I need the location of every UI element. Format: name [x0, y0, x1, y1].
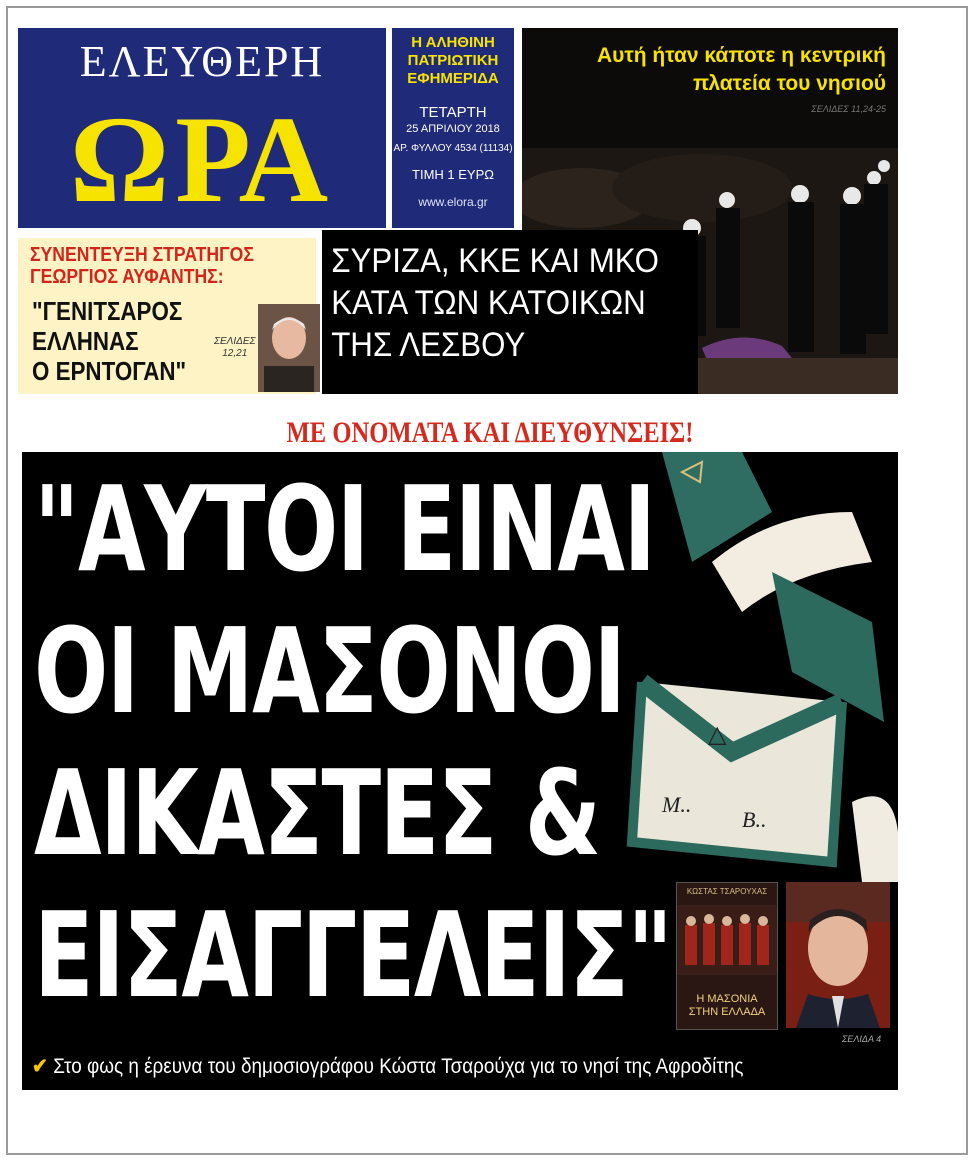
interview-kicker	[30, 244, 254, 288]
riot-caption-line2: πλατεία του νησιού	[693, 72, 886, 95]
main-headline-line4: ΕΙΣΑΓΓΕΛΕΙΣ"	[34, 886, 672, 1024]
interview-portrait	[258, 304, 320, 392]
svg-text:M..: M..	[662, 792, 692, 817]
interview-quote	[32, 296, 186, 386]
interview-pages	[214, 336, 256, 360]
interview-pages-label: ΣΕΛΙΔΕΣ	[214, 336, 256, 347]
issue-info-box	[392, 28, 514, 228]
lesvos-headline-line1: ΣΥΡΙΖΑ, ΚΚΕ ΚΑΙ ΜΚΟ	[331, 242, 659, 280]
lesvos-headline-line3: ΤΗΣ ΛΕΣΒΟΥ	[331, 326, 526, 364]
main-headline-line1: "ΑΥΤΟΙ ΕΙΝΑΙ	[34, 460, 655, 598]
issue-number: ΑΡ. ΦΥΛΛΟΥ 4534 (11134)	[393, 143, 513, 154]
issue-day: ΤΕΤΑΡΤΗ	[419, 104, 487, 121]
masthead	[18, 28, 386, 228]
book-title-line2: ΣΤΗΝ ΕΛΛΑΔΑ	[688, 1006, 766, 1018]
lesvos-headline-box[interactable]	[322, 230, 698, 394]
masthead-name-top: ΕΛΕΥΘΕΡΗ	[79, 37, 325, 86]
issue-date: 25 ΑΠΡΙΛΙΟΥ 2018	[406, 123, 500, 135]
issue-price: ΤΙΜΗ 1 ΕΥΡΩ	[412, 167, 494, 182]
interview-kicker-line2: ΓΕΩΡΓΙΟΣ ΑΥΦΑΝΤΗΣ:	[30, 266, 224, 288]
checkmark-icon: ✔	[32, 1055, 48, 1078]
book-cover	[676, 882, 778, 1030]
svg-text:△: △	[708, 722, 727, 748]
main-story[interactable]	[22, 452, 898, 1090]
interview-quote-line2: ΕΛΛΗΝΑΣ	[32, 326, 139, 356]
main-subline-text: Στο φως η έρευνα του δημοσιογράφου Κώστα Τσαρούχα για το νησί της Αφροδίτης	[53, 1055, 744, 1078]
main-headline-line2: ΟΙ ΜΑΣΟΝΟΙ	[34, 602, 625, 740]
main-subline	[32, 1054, 743, 1079]
main-page-ref: ΣΕΛΙΔΑ 4	[842, 1034, 882, 1044]
main-headline	[34, 458, 671, 1026]
book-title-line1: Η ΜΑΣΟΝΙΑ	[696, 993, 758, 1005]
website-link[interactable]: www.elora.gr	[418, 195, 488, 209]
slogan: Η ΑΛΗΘΙΝΗ ΠΑΤΡΙΩΤΙΚΗ ΕΦΗΜΕΡΙΔΑ	[407, 34, 499, 87]
journalist-portrait	[786, 882, 890, 1028]
interview-quote-line1: "ΓΕΝΙΤΣΑΡΟΣ	[32, 296, 183, 326]
riot-caption-line1: Αυτή ήταν κάποτε η κεντρική	[596, 44, 886, 67]
lesvos-headline-line2: ΚΑΤΑ ΤΩΝ ΚΑΤΟΙΚΩΝ	[331, 284, 646, 322]
svg-text:B..: B..	[742, 807, 767, 832]
book-title	[677, 993, 777, 1019]
masthead-logo: ΩΡΑ	[69, 91, 335, 228]
lesvos-headline	[322, 230, 668, 366]
book-author: ΚΩΣΤΑΣ ΤΣΑΡΟΥΧΑΣ	[686, 887, 768, 896]
riot-caption	[522, 42, 898, 98]
interview-box[interactable]	[18, 238, 316, 394]
interview-quote-line3: Ο ΕΡΝΤΟΓΑΝ"	[32, 356, 187, 386]
interview-kicker-line1: ΣΥΝΕΝΤΕΥΞΗ ΣΤΡΑΤΗΓΟΣ	[30, 244, 254, 266]
interview-pages-numbers: 12,21	[222, 348, 248, 359]
main-kicker: ΜΕ ΟΝΟΜΑΤΑ ΚΑΙ ΔΙΕΥΘΥΝΣΕΙΣ!	[286, 416, 694, 449]
main-headline-line3: ΔΙΚΑΣΤΕΣ &	[34, 744, 600, 882]
riot-pages: ΣΕΛΙΔΕΣ 11,24-25	[811, 104, 886, 114]
